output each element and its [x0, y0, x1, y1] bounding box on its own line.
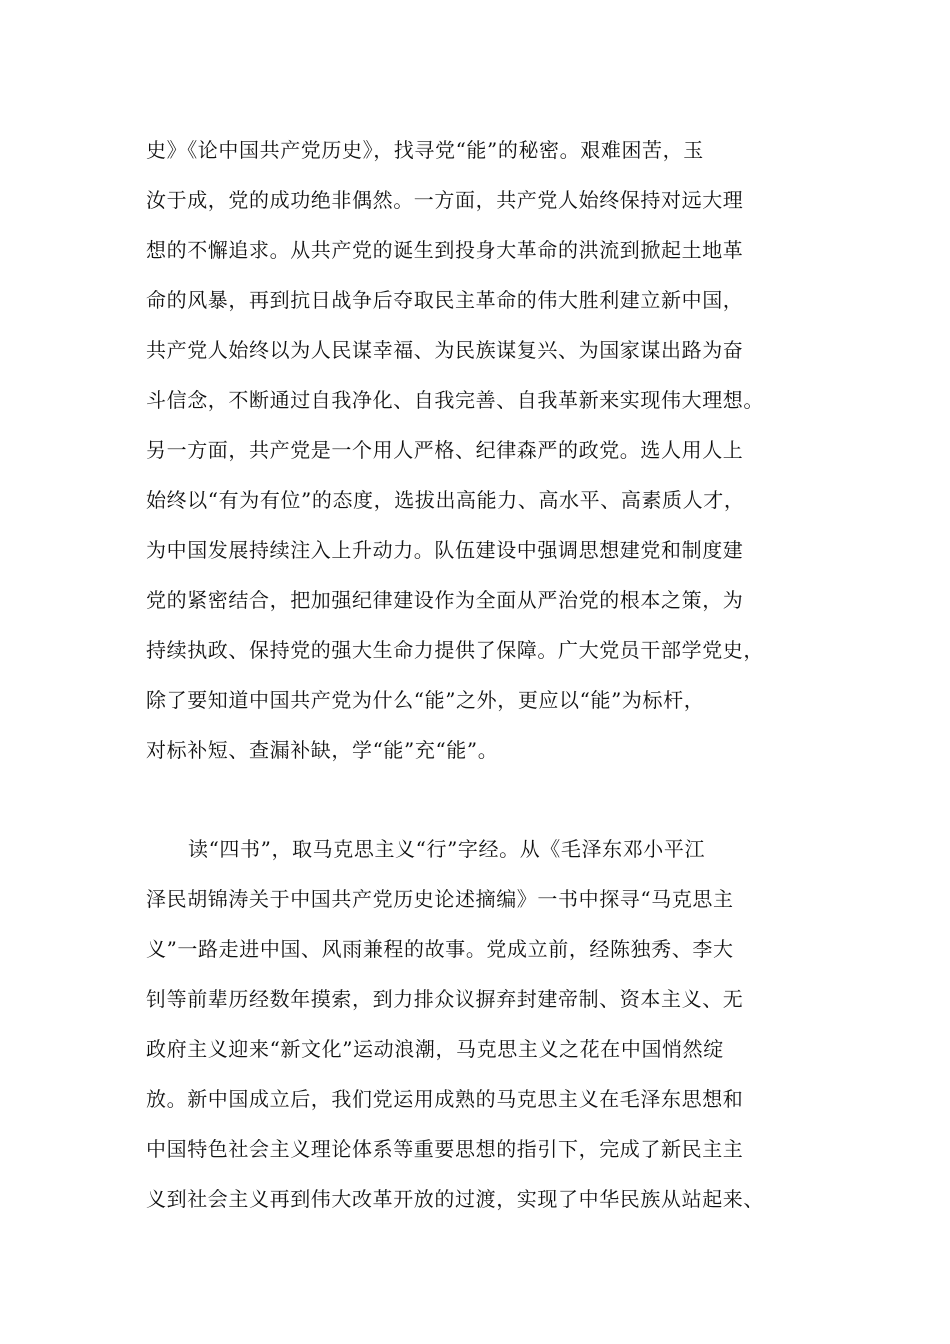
paragraph-1-line-1: 史》《论中国共产党历史》，找寻党“能”的秘密。艰难困苦，玉 — [146, 138, 704, 162]
paragraph-1-line-10: 党的紧密结合，把加强纪律建设作为全面从严治党的根本之策，为 — [146, 588, 744, 612]
paragraph-1-line-7: 另一方面，共产党是一个用人严格、纪律森严的政党。选人用人上 — [146, 438, 744, 462]
paragraph-1-line-11: 持续执政、保持党的强大生命力提供了保障。广大党员干部学党史， — [146, 638, 764, 662]
paragraph-1-line-9: 为中国发展持续注入上升动力。队伍建设中强调思想建党和制度建 — [146, 538, 744, 562]
paragraph-1-line-12: 除了要知道中国共产党为什么“能”之外，更应以“能”为标杆， — [146, 688, 705, 712]
paragraph-1-line-6: 斗信念，不断通过自我净化、自我完善、自我革新来实现伟大理想。 — [146, 388, 764, 412]
paragraph-2-line-8: 义到社会主义再到伟大改革开放的过渡，实现了中华民族从站起来、 — [146, 1187, 764, 1211]
paragraph-1-line-2: 汝于成，党的成功绝非偶然。一方面，共产党人始终保持对远大理 — [146, 188, 744, 212]
paragraph-1-line-8: 始终以“有为有位”的态度，选拔出高能力、高水平、高素质人才， — [146, 488, 745, 512]
paragraph-1-line-13: 对标补短、查漏补缺，学“能”充“能”。 — [146, 738, 499, 762]
paragraph-2-line-3: 义”一路走进中国、风雨兼程的故事。党成立前，经陈独秀、李大 — [146, 937, 734, 961]
paragraph-2-line-2: 泽民胡锦涛关于中国共产党历史论述摘编》一书中探寻“马克思主 — [146, 887, 734, 911]
paragraph-2-line-4: 钊等前辈历经数年摸索，到力排众议摒弃封建帝制、资本主义、无 — [146, 987, 744, 1011]
paragraph-1-line-3: 想的不懈追求。从共产党的诞生到投身大革命的洪流到掀起土地革 — [146, 238, 744, 262]
paragraph-2-line-7: 中国特色社会主义理论体系等重要思想的指引下，完成了新民主主 — [146, 1137, 744, 1161]
paragraph-2-line-6: 放。新中国成立后，我们党运用成熟的马克思主义在毛泽东思想和 — [146, 1087, 744, 1111]
paragraph-2-line-1: 读“四书”，取马克思主义“行”字经。从《毛泽东邓小平江 — [188, 837, 706, 861]
paragraph-1-line-5: 共产党人始终以为人民谋幸福、为民族谋复兴、为国家谋出路为奋 — [146, 338, 744, 362]
paragraph-1-line-4: 命的风暴，再到抗日战争后夺取民主革命的伟大胜利建立新中国， — [146, 288, 744, 312]
paragraph-2-line-5: 政府主义迎来“新文化”运动浪潮，马克思主义之花在中国悄然绽 — [146, 1037, 724, 1061]
